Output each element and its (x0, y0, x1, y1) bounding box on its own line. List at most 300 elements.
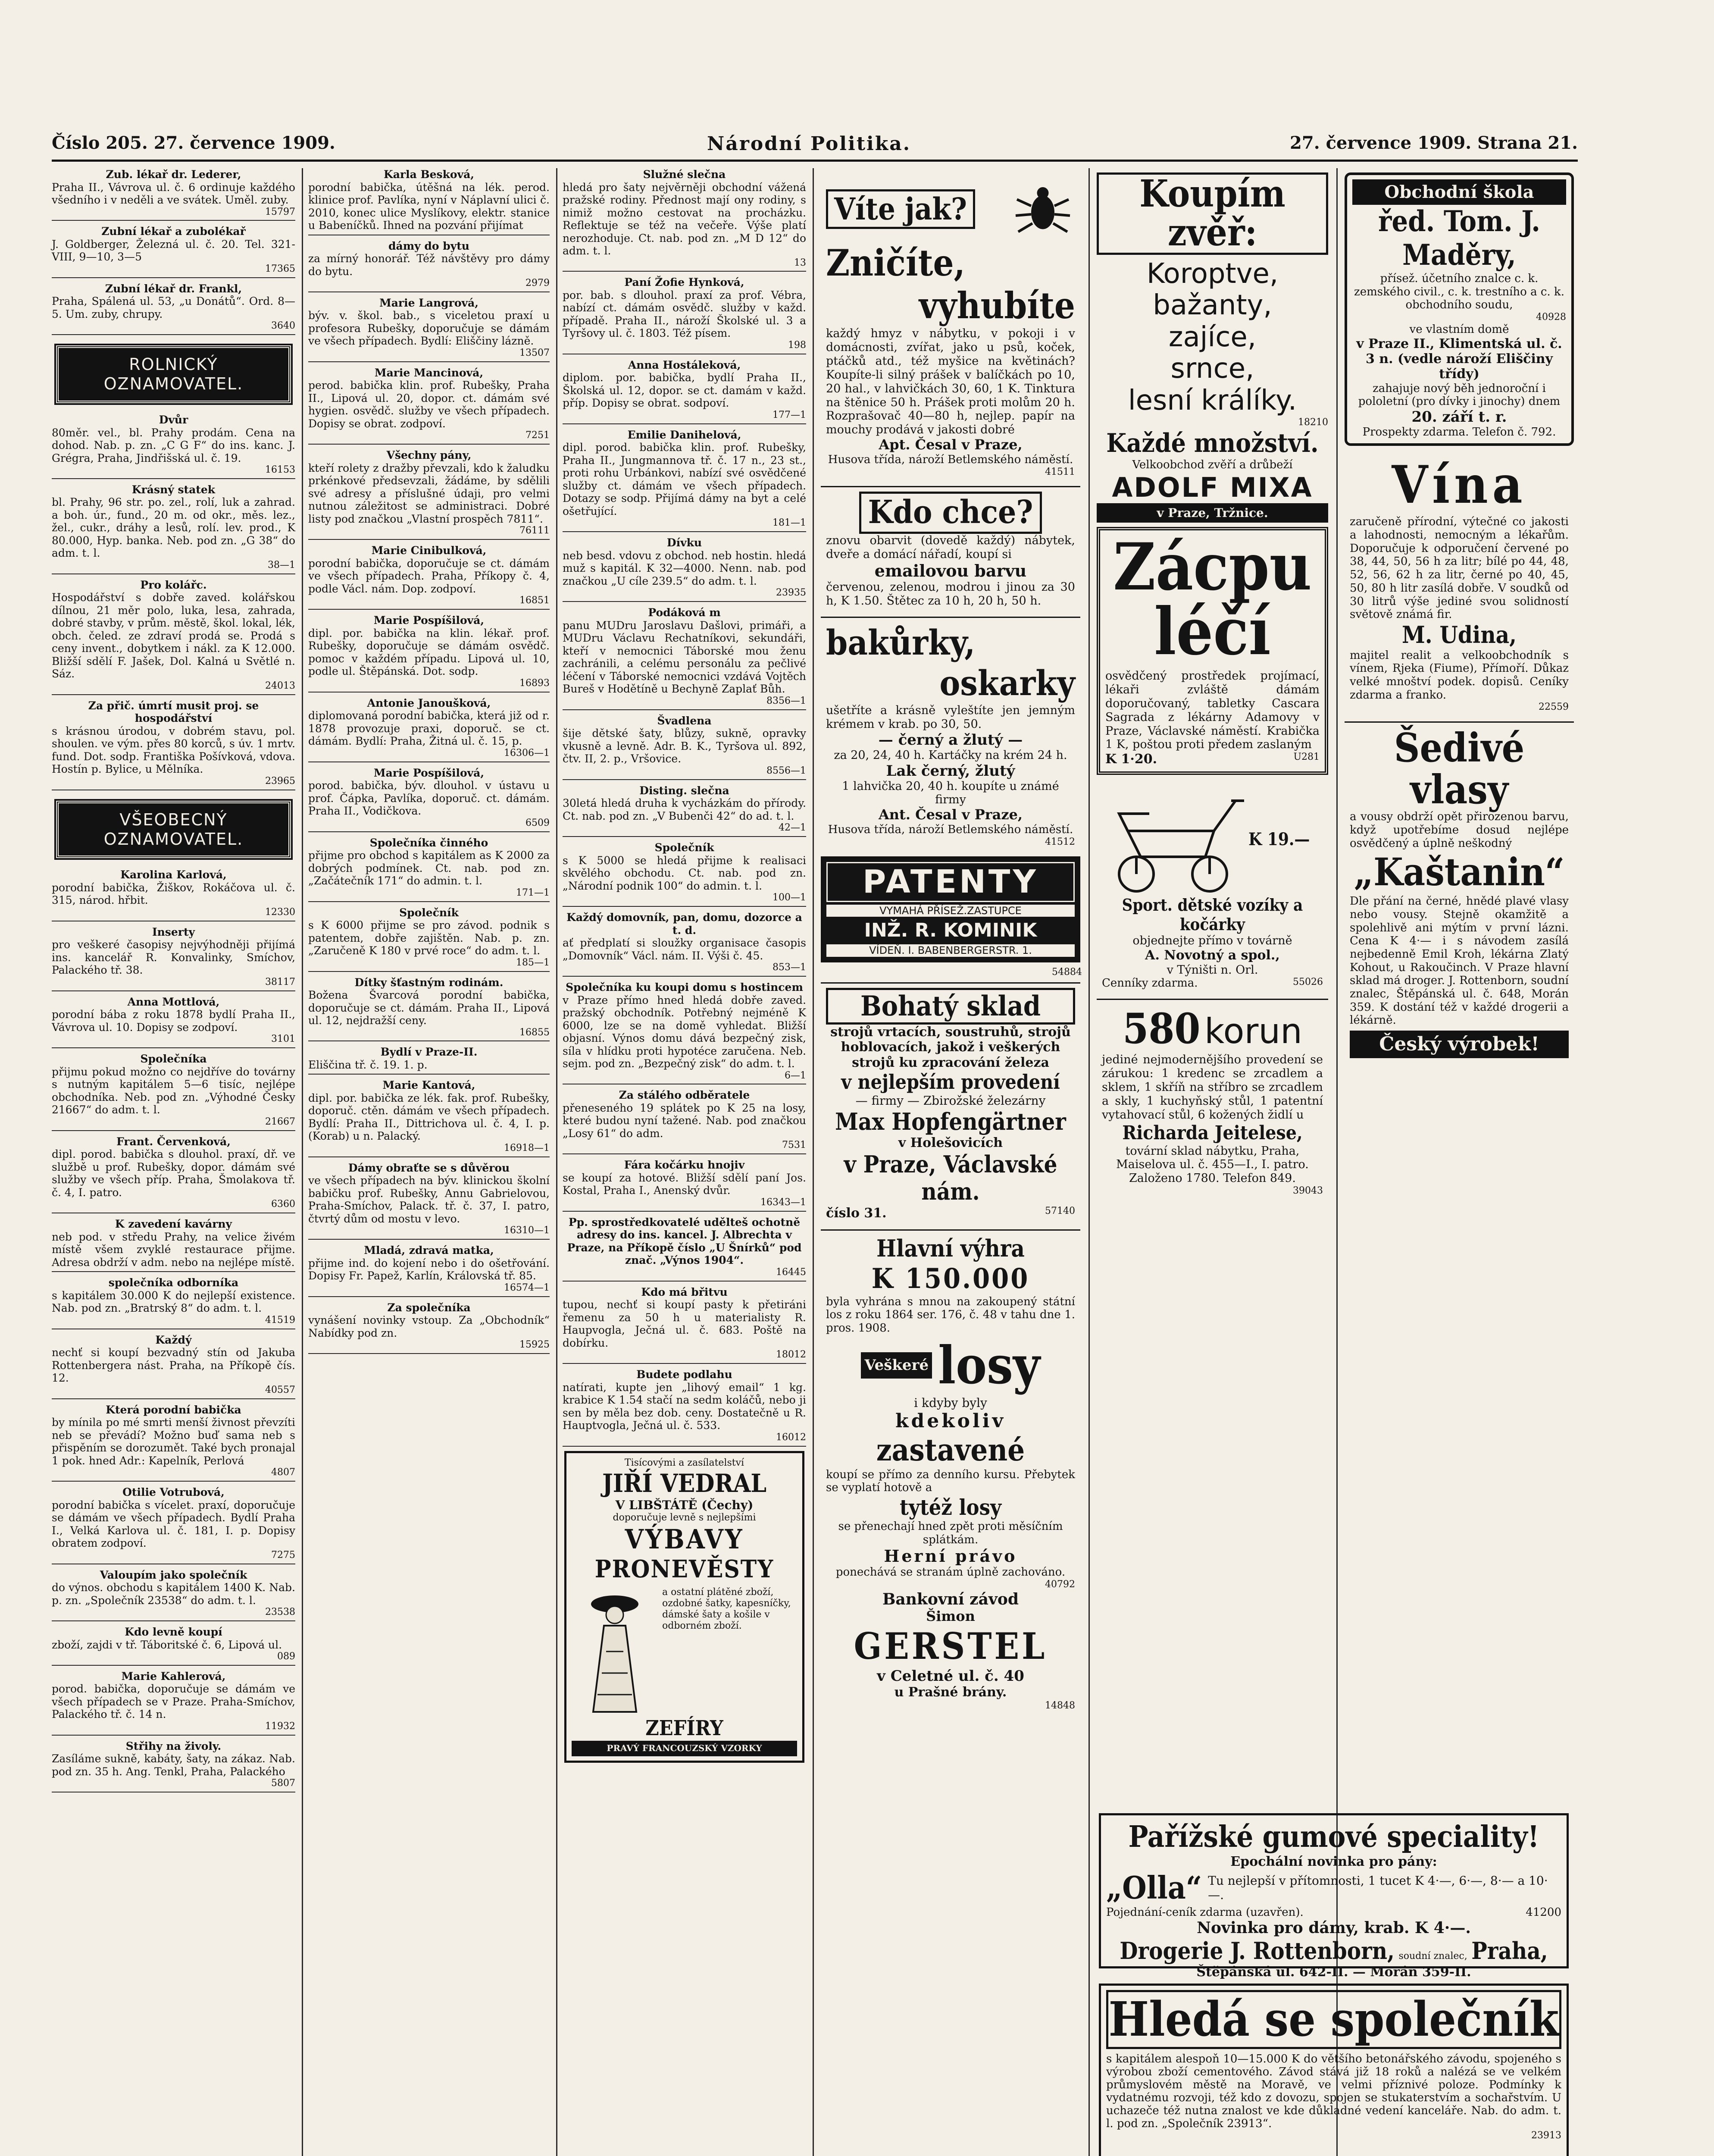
bohaty-house-number: číslo 31. (826, 1206, 887, 1221)
classified-ad (52, 1486, 295, 1564)
vedral-sub: doporučuje levně s nejlepšími (613, 1512, 756, 1523)
ad-number: 15925 (519, 1339, 550, 1351)
school-date: 20. září t. r. (1411, 408, 1507, 426)
vedral-name: JIŘÍ VEDRAL (602, 1468, 767, 1498)
classified-ad (563, 714, 806, 780)
ad-text: Božena Švarcová porodní babička, doporučuje se ct. dámám. Praha II., Lipová ul. 12, nejdražší ceny. (308, 989, 550, 1027)
classified-ad (308, 168, 550, 235)
ad-heading: Zubní lékař a zubolékař (101, 225, 246, 238)
cesky-vyrobek: Český výrobek! (1350, 1031, 1569, 1058)
pram-price: K 19.— (1248, 829, 1310, 850)
column-classifieds-1 (52, 168, 295, 2156)
school-text4: Prospekty zdarma. Telefon č. 792. (1362, 426, 1556, 439)
lady-illustration-icon (572, 1587, 658, 1716)
ad-heading: Inserty (152, 925, 195, 938)
ad-heading: Marie Pospíšilová, (373, 614, 485, 627)
classified-ad (563, 1216, 806, 1282)
drogerie-address: Štěpánská ul. 642-II. — Morán 359-II. (1196, 1965, 1471, 1980)
ad-text: diplom. por. babička, bydlí Praha II., Školská ul. 12, dopor. se ct. damám v každ. příp. Dopisy se obrat. sodpoví. (563, 371, 806, 410)
hlavni-vyhra-heading: Hlavní výhra (876, 1235, 1025, 1263)
ad-heading: Karolina Karlová, (120, 868, 227, 881)
ad-heading: Která porodní babička (106, 1403, 241, 1416)
vite-address: Husova třída, nároží Betlemského náměstí. (828, 453, 1073, 466)
paris-text: Epochální novinka pro pány: (1230, 1854, 1437, 1869)
classified-ad (52, 1053, 295, 1131)
classified-ad (563, 536, 806, 602)
classified-ad (308, 1301, 550, 1354)
ad-number: 185—1 (516, 957, 550, 968)
ad-heading: Služné slečna (643, 168, 726, 181)
ad-number: 16153 (265, 464, 295, 476)
classified-ad (563, 784, 806, 837)
bohaty-heading: Bohatý sklad (826, 988, 1075, 1025)
ad-number: 18210 (1298, 417, 1328, 428)
ads-group (52, 414, 295, 790)
pram-advertisement (1097, 779, 1328, 994)
bohaty-sub: v nejlepším provedení (841, 1070, 1060, 1094)
ad-text: neb besd. vdovu z obchod. neb hostin. hledá muž s kapitál. K 32—4000. Nenn. nab. pod značkou „U cíle 239.5“ do adm. t. l. (563, 549, 806, 587)
ad-text: kteří rolety z dražby převzali, kdo k žaludku prkénkové předsevzali, žádáme, by sdělili své adresy a příslušné údaji, pro velmi nutnou záležitost se administraci. Dobré listy pod značkou „Vlastní prospěch 7811“. (308, 461, 550, 525)
kazde-mnozstvi: Každé množství. (1106, 428, 1319, 458)
ad-number: 22559 (1539, 702, 1569, 713)
ad-number: 23935 (776, 587, 806, 599)
hair-dye-advertisement (1345, 721, 1574, 1062)
losy-heading: losy (938, 1335, 1040, 1396)
ad-number: 39043 (1293, 1185, 1323, 1197)
ad-number: 7275 (271, 1549, 295, 1561)
ad-number: 198 (788, 339, 806, 351)
ad-text: býv. v. škol. bab., s viceletou praxí u profesora Rubešky, doporučuje se dámám ve všech případech. Bydlí: Eliščiny lázně. (308, 309, 550, 348)
bank-address: v Celetné ul. č. 40 (877, 1667, 1024, 1685)
losy-text2: koupí se přímo za denního kursu. Přebytek se vyplatí hotově a (826, 1468, 1075, 1495)
vesker-label: Veškeré (861, 1352, 932, 1378)
ad-heading: Karla Besková, (383, 168, 475, 181)
classified-ad (563, 841, 806, 907)
issue-date-left: Číslo 205. 27. července 1909. (52, 133, 335, 153)
ad-text: dipl. porod. babička s dlouhol. praxí, dř. ve službě u prof. Rubešky, dopor. dámám své služby ve všech příp. Praha, Šmolakova tř. č. 4, I. patro. (52, 1148, 295, 1199)
school-address: v Praze II., Klimentská ul. č. 3 n. (vedle nároží Eliščiny třídy) (1356, 336, 1562, 382)
mixa-address: v Praze, Tržnice. (1097, 503, 1328, 523)
bank-address2: u Prašné brány. (894, 1685, 1007, 1700)
ad-heading: Společníka ku koupi domu s hostincem (566, 981, 803, 994)
column-classifieds-2 (308, 168, 550, 2156)
ad-text: Eliščina tř. č. 19. 1. p. (308, 1058, 428, 1071)
ad-heading: Otilie Votrubová, (122, 1486, 225, 1499)
vedral-advertisement (564, 1451, 804, 1763)
column-display-ads-3 (1343, 168, 1576, 1798)
ad-text: Praha, Spálená ul. 53, „u Donátů“. Ord. 8—5. Um. zuby, chrupy. (52, 295, 295, 320)
newspaper-title: Národní Politika. (707, 133, 911, 155)
bak-sub2: Lak černý, žlutý (886, 762, 1015, 780)
ad-heading: Střihy na živoly. (125, 1739, 222, 1752)
paris-heading: Pařížské gumové speciality! (1128, 1820, 1539, 1854)
constipation-advertisement (1097, 527, 1328, 775)
classified-ad (52, 926, 295, 991)
kastanin-text: Dle přání na černé, hnědé plavé vlasy nebo vousy. Stejně okamžitě a spolehlivě ani mýtím v první lázni. Cena K 4·— i s návodem zasílá nejbedenně Emil Kroh, lékárna Zlatý Kohout, u Rakoučinch. V Praze hlavní sklad má droger. J. Rottenborn, soudní znalec, Štěpánská ul. č. 648, Morán 359. K dostání též v každé drogerii a lékárně. (1350, 895, 1569, 1027)
ad-number: 57140 (1045, 1206, 1075, 1217)
ad-number: 38117 (265, 976, 295, 987)
issue-date-right: 27. července 1909. Strana 21. (1290, 133, 1578, 153)
classified-ad (52, 1334, 295, 1399)
ad-number: 16445 (776, 1266, 806, 1278)
ad-text: porodní babička, útěšná na lék. perod. klinice prof. Pavlíka, nyní v Náplavní ulici č. 2010, konec ulice Myslíkovy, elektr. stanice u Babeníčků. Ihned na pozvání přijímat (308, 181, 550, 232)
shoe-cream-advertisement (821, 617, 1080, 852)
losy-text4: ponechává se stranám úplně zachováno. (835, 1566, 1066, 1579)
classified-ad (52, 868, 295, 921)
ad-heading: Společník (654, 841, 714, 854)
bohaty-text2: — firmy — Zbirožské železárny (855, 1094, 1046, 1108)
furniture-text: jediné nejmodernějšího provedení se zárukou: 1 kredenc se zrcadlem a sklem, 1 skříň na stříbro se zrcadlem a skly, 1 kuchyňský stůl, 1 patentní vytahovací stůl, 6 kožených židlí u (1102, 1053, 1323, 1122)
classified-ad (563, 1286, 806, 1364)
bank-label: Bankovní závod (882, 1590, 1019, 1608)
ad-number: 40557 (265, 1384, 295, 1395)
bak-address: Husova třída, nároží Betlemského náměstí. (828, 823, 1073, 837)
vedral-place: V LIBŠTÁTĚ (Čechy) (615, 1498, 754, 1513)
ad-heading: Mladá, zdravá matka, (364, 1244, 494, 1257)
ad-number: 23965 (265, 775, 295, 787)
ad-text: Praha II., Vávrova ul. č. 6 ordinuje každého všedního i v neděli a ve svátek. Uměl. zuby. (52, 181, 295, 206)
ad-number: 14848 (1045, 1700, 1075, 1711)
ad-number: 13507 (519, 347, 550, 358)
ad-heading: Zub. lékař dr. Lederer, (106, 168, 241, 181)
ad-heading: K zavedení kavárny (115, 1218, 232, 1231)
zacpu-heading: Zácpu (1113, 529, 1312, 605)
kastanin-heading: „Kaštanin“ (1354, 849, 1565, 895)
patent-advertisement (821, 856, 1080, 962)
machinery-advertisement (821, 982, 1080, 1225)
ad-number: 40928 (1536, 311, 1566, 323)
ad-text: pro veškeré časopisy nejvýhodněji přijímá ins. kancelář R. Konvalinky, Smíchov, Palackého tř. 38. (52, 938, 295, 977)
korun-label: korun (1204, 1011, 1302, 1052)
ad-number: 5807 (271, 1778, 295, 1789)
classified-ad (52, 699, 295, 790)
ad-text: s kapitálem 30.000 K do nejlepší existence. Nab. pod zn. „Bratrský 8“ do adm. t. l. (52, 1289, 295, 1315)
classified-ad (308, 449, 550, 540)
ad-heading: Marie Cinibulková, (371, 544, 487, 557)
udina-name: M. Udina, (1401, 620, 1517, 649)
vedral-zefiry: ZEFÍRY (645, 1716, 723, 1741)
classified-ad (52, 483, 295, 574)
ad-text: porod. babička, býv. dlouhol. v ústavu u prof. Čápka, Pavlíka, doporuč. ct. dámám. Praha II., Vodičkova. (308, 779, 550, 818)
ads-group (308, 168, 550, 1354)
furniture-advertisement (1097, 999, 1328, 1201)
vedral-list: a ostatní plátěné zboží, ozdobné šatky, kapesníčky, dámské šaty a košile v odborném zboží. (662, 1587, 791, 1632)
classified-ad (308, 767, 550, 832)
drogerie-sub: soudní znalec, (1398, 1951, 1467, 1962)
classified-ad (52, 1404, 295, 1482)
furniture-address: tovární sklad nábytku, Praha, Maiselova ul. č. 455—I., I. patro. Založeno 1780. Telefon 849. (1116, 1144, 1309, 1185)
game-item: srnce, (1170, 353, 1254, 385)
classified-ad (308, 1244, 550, 1297)
ad-heading: Bydlí v Praze-II. (380, 1046, 478, 1059)
sport-firm: A. Novotný a spol., (1145, 948, 1280, 963)
ad-number: 41200 (1526, 1906, 1561, 1919)
vina-heading: Vína (1392, 454, 1527, 515)
ad-number: 171—1 (516, 887, 550, 898)
classified-ad (52, 1135, 295, 1213)
ad-number: 41511 (1045, 466, 1075, 477)
ad-text: Zasíláme sukně, kabáty, šaty, na zákaz. Nab. pod zn. 35 h. Ang. Tenkl, Praha, Palackého (52, 1752, 295, 1778)
vite-heading: Víte jak? (826, 189, 975, 229)
znicite-heading: Zničíte, (826, 241, 965, 284)
ad-text: s K 5000 se hledá přijme k realisaci skvělého obchodu. Ct. nab. pod zn. „Národní podnik 100“ do admin. t. l. (563, 854, 806, 892)
ad-heading: Dívku (666, 536, 702, 549)
classified-ad (52, 168, 295, 221)
ad-heading: Valoupím jako společník (100, 1568, 247, 1581)
ad-number: 55026 (1293, 977, 1323, 988)
ad-text: šije dětské šaty, blůzy, sukně, opravky vkusně a levně. Adr. B. K., Tyršova ul. 892, čtv. II, 2. p., Vršovice. (563, 727, 806, 765)
classified-ad (563, 911, 806, 977)
ad-heading: Dámy obraťte se s důvěrou (348, 1161, 510, 1174)
bohaty-firm2: v Holešovicích (898, 1135, 1003, 1151)
ad-number: 6509 (525, 817, 550, 828)
ad-text: s krásnou úrodou, v dobrém stavu, pol. shoulen. ve vým. přes 80 korců, s úv. 1 mrtv. fund. Dot. sodp. Františka Pošívková, vdova. Hostín p. Bylice, u Mělníka. (52, 724, 295, 776)
ad-text: porodní bába z roku 1878 bydlí Praha II., Vávrova ul. 10. Dopisy se zodpoví. (52, 1008, 295, 1034)
ad-text: porodní babička, Žiškov, Rokáčova ul. č. 315, národ. hřbit. (52, 881, 295, 907)
game-item: bažanty, (1153, 289, 1272, 322)
column-classifieds-3 (563, 168, 806, 2156)
kdo-text2: červenou, zelenou, modrou i jinou za 30 h, K 1.50. Štětec za 10 h, 20 h, 50 h. (826, 580, 1075, 608)
ad-text: by mínila po mé smrti menší živnost převzíti neb se převádí? Možno buď sama neb s přispěním se dorozumět. Také bych pronajal 1 pok. hned Adr.: Kapelník, Perlová (52, 1416, 295, 1467)
ad-heading: Disting. slečna (639, 784, 729, 797)
ad-number: 11932 (265, 1720, 295, 1732)
game-item: Koroptve, (1146, 257, 1279, 290)
ads-group (52, 168, 295, 335)
ad-number: 16851 (519, 595, 550, 606)
page-header (52, 129, 1578, 162)
ad-number: 4807 (271, 1467, 295, 1478)
ad-heading: Paní Žofie Hynková, (624, 276, 744, 289)
ad-text: přeneseného 19 splátek po K 25 na losy, které budou nyní tažené. Nab. pod značkou „Losy 61“ do adm. (563, 1101, 806, 1140)
game-item: lesní králíky. (1128, 384, 1297, 417)
hleda-heading: Hledá se společník (1106, 1990, 1561, 2049)
classified-ad (52, 282, 295, 335)
school-heading: Obchodní škola (1352, 179, 1566, 205)
ads-group (52, 868, 295, 1792)
classified-ad (308, 906, 550, 972)
ad-text: přijmu pokud možno co nejdříve do továrny s nutným kapitálem 5—6 tisíc, nejlépe obchodníka. Neb. pod zn. „Výhodné Česky 21667“ do adm. t. l. (52, 1065, 295, 1116)
losy-text3: se přenechají hned zpět proti měsíčním splátkám. (838, 1520, 1063, 1546)
patent-sub: VYMAHÁ PŘÍSEŽ.ZASTUPCE (826, 905, 1075, 917)
ad-heading: Dítky šťastným rodinám. (354, 976, 504, 989)
ad-number: 18012 (776, 1349, 806, 1360)
insecticide-advertisement (821, 172, 1080, 482)
bank-name: GERSTEL (854, 1625, 1048, 1668)
ad-text: porodní babička, doporučuje se ct. dámám ve všech případech. Praha, Příkopy č. 4, podle Václ. nám. Dop. zodpoví. (308, 557, 550, 595)
olla-heading: „Olla“ (1106, 1869, 1202, 1906)
bohaty-text: strojů vrtacích, soustruhů, strojů hoblovacích, jakož i veškerých strojů ku zpracování železa (830, 1025, 1071, 1070)
lottery-advertisement (821, 1229, 1080, 1715)
ad-heading: Společníka činného (369, 836, 488, 849)
paris-rubber-advertisement (1099, 1813, 1569, 1980)
ad-number: 6—1 (785, 1070, 806, 1081)
ad-number: 16306—1 (504, 747, 550, 758)
ad-heading: Kdo levně koupí (125, 1626, 222, 1639)
classified-ad (563, 1368, 806, 1446)
ad-text: Hospodářství s dobře zaved. kolářskou dílnou, 21 měr polo, luka, lesa, zahrada, dobré stavby, v prům. městě, škol. lokal, lék, obch. čeled. ze zdraví prodá se. Prodá s ceny invent., dobytkem i nákl. za K 12.000. Bližší sdělí F. Jašek, Dol. Kalná u Světlé n. Sáz. (52, 591, 295, 680)
bak-text2: za 20, 24, 40 h. Kartáčky na krém 24 h. (834, 748, 1067, 762)
ad-number: 177—1 (773, 409, 806, 420)
classified-ad (52, 1670, 295, 1736)
ad-heading: Antonie Janoušková, (367, 696, 491, 709)
kdo-text: znovu obarvit (dovedě každý) nábytek, dveře a domácí nářadí, koupí si (826, 533, 1075, 561)
bak-sub1: — černý a žlutý — (878, 731, 1023, 749)
ad-number: 16012 (776, 1432, 806, 1443)
ad-number: 41519 (265, 1314, 295, 1326)
ad-number: 2979 (525, 278, 550, 288)
ad-heading: Společník (399, 906, 459, 919)
hlavni-vyhra-amount: K 150.000 (871, 1263, 1030, 1295)
hlavni-vyhra-text: byla vyhrána s mnou na zakoupený státní los z roku 1864 ser. 176, č. 48 v tahu dne 1. pros. 1908. (826, 1295, 1075, 1335)
ad-text: do výnos. obchodu s kapitálem 1400 K. Nab. p. zn. „Společník 23538“ do adm. t. l. (52, 1581, 295, 1607)
ad-heading: Za stálého odběratele (619, 1089, 750, 1102)
ad-number: 100—1 (773, 892, 806, 903)
column-display-ads-1 (819, 168, 1082, 2156)
ad-text: za mírný honorář. Též návštěvy pro dámy do bytu. (308, 252, 550, 278)
ad-text: ať předplatí si sloužky organisace časopis „Domovník“ Václ. nám. II. Výši č. 45. (563, 937, 806, 962)
patent-heading: PATENTY (826, 862, 1075, 902)
insect-icon (1010, 177, 1075, 241)
classified-ad (563, 429, 806, 532)
ad-heading: Marie Langrová, (379, 296, 479, 309)
ad-heading: Švadlena (657, 714, 712, 727)
sport-heading: Sport. dětské vozíky a kočárky (1122, 895, 1303, 934)
ad-number: 181—1 (773, 517, 806, 529)
ad-heading: Marie Mancinová, (374, 366, 484, 379)
ad-number: 40792 (1045, 1579, 1075, 1590)
ad-heading: společníka odborníka (108, 1276, 239, 1289)
ad-number: 7531 (782, 1140, 806, 1151)
ad-text: neb pod. v středu Prahy, na velice živém místě všem zvyklé restaurace přijme. Adresa obdrží v adm. nebo na nejlépe místě. (52, 1230, 295, 1269)
game-list (1097, 258, 1328, 417)
ad-text: porodní babička s vícelet. praxí, doporučuje se dámám ve všech případech. Bydlí Praha I., Velká Karlova ul. č. 181, I. p. Dopisy obratem zodpoví. (52, 1498, 295, 1550)
vite-text: každý hmyz v nábytku, v pokoji i v domácnosti, zvířat, jako u psů, koček, ptáčků atd., též myšice na květinách? Koupíte-li silný prášek v balíčkách po 10, 20 hal., v lahvičkách 30, 60, 1 K. Tinktura na štěnice 50 h. Prášek proti molům 20 h. Rozprašovač 40—80 h, nejlep. papír na mouchy prodává v jakosti dobré (826, 327, 1075, 437)
leci-heading: léčí (1154, 594, 1271, 670)
ad-number: 089 (277, 1651, 295, 1662)
ad-text: s K 6000 přijme se pro závod. podnik s patentem, dobře zajištěn. Nab. p. zn. „Zaručeně K 180 v prvé roce“ do adm. t. l. (308, 919, 550, 957)
ad-number: 24013 (265, 680, 295, 691)
classified-ad (308, 1079, 550, 1157)
game-purchase-advertisement (1097, 172, 1328, 523)
sedive-text: a vousy obdrží opět přirozenou barvu, když upotřebíme dosud nejlépe osvědčený a úplně neškodný (1350, 810, 1569, 850)
vite-firm: Apt. Česal v Praze, (879, 436, 1023, 453)
classified-ad (308, 697, 550, 762)
losy-text: i kdyby byly (914, 1396, 987, 1410)
price-580: 580 (1123, 1004, 1201, 1053)
sedive-heading: Šedivé vlasy (1394, 724, 1525, 813)
kdo-sub: emailovou barvu (874, 561, 1027, 580)
ad-number: 54884 (1052, 966, 1082, 978)
column-rule (813, 168, 814, 2156)
classified-ad (308, 240, 550, 292)
vyhubite-heading: vyhubíte (919, 284, 1075, 327)
ad-number: 7251 (525, 430, 550, 441)
ad-text: zboží, zajdi v tř. Táboritské č. 6, Lipová ul. (52, 1638, 282, 1651)
classified-ad (52, 996, 295, 1048)
drogerie-city: Praha, (1471, 1937, 1548, 1965)
bakurky-heading: bakůrky, (826, 622, 976, 663)
ad-text: bl. Prahy, 96 str. po. zel., rolí, luk a zahrad. a boh. úr., fund., 20 m. od okr., měs. lez., žel., cukr., dráhy a lesů, rolí. lev. prod., K 80.000, Hyp. banka. Neb. pod zn. „G 38“ do adm. t. l. (52, 496, 295, 560)
hleda-text: s kapitálem alespoň 10—15.000 K do většího betonářského závodu, spojeného s výrobou zboží cementového. Závod stává již 18 roků a nalézá se ve velkém průmyslovém městě na Moravě, ve velmi příznivé poloze. Podmínky k vydatnému rozvoji, též kdo z dovozu, spojen se stukaterstvím a sochařstvím. U uchazeče též nutna znalost ve kde důkladné vedení kanceláře. Nab. do adm. t. l. pod zn. „Společník 23913“. (1106, 2052, 1561, 2130)
classified-ad (563, 1089, 806, 1154)
kdo-heading: Kdo chce? (859, 492, 1042, 533)
ad-heading: Fára kočárku hnojiv (624, 1159, 745, 1172)
ad-heading: Zubní lékař dr. Frankl, (105, 282, 242, 295)
ad-text: dipl. por. babička na klin. lékař. prof. Rubešky, doporučuje se dámám osvědč. pomoc v každém případu. Lipová ul. 10, podle ul. Štěpánská. Dot. sodp. (308, 627, 550, 678)
business-school-advertisement (1345, 172, 1574, 446)
herni-pravo: Herní právo (884, 1546, 1017, 1566)
vedral-pronevesty: PRONEVĚSTY (594, 1555, 774, 1584)
column-rule (302, 168, 303, 2156)
ad-number: 76111 (519, 525, 550, 536)
classified-ad (308, 614, 550, 692)
ad-number: 21667 (265, 1116, 295, 1127)
classified-ad (563, 276, 806, 354)
game-item: zajíce, (1168, 321, 1257, 353)
patent-engineer: INŽ. R. KOMINIK (864, 919, 1037, 942)
oskarky-heading: oskarky (939, 663, 1075, 704)
sport-sub: Cenníky zdarma. (1102, 977, 1198, 990)
ad-heading: Marie Kahlerová, (121, 1670, 226, 1683)
classified-ad (308, 837, 550, 902)
ad-text: dipl. porod. babička klin. prof. Rubešky, Praha II., Jungmannova tř. č. 17 n., 23 st., proti rohu Urbánkovi, nabízí své osvědčené služby ct. dámám ve všech případech. Dotazy se sodp. Přijímá dámy na byt a celé ošetřující. (563, 441, 806, 517)
classified-ad (52, 1740, 295, 1792)
ad-text: se koupí za hotové. Bližší sdělí paní Jos. Kostal, Praha I., Anenský dvůr. (563, 1171, 806, 1197)
bank-first-name: Šimon (926, 1608, 975, 1625)
ad-text: porod. babička, doporučuje se dámám ve všech případech se v Praze. Praha-Smíchov, Palackého tř. č. 14 n. (52, 1683, 295, 1721)
ad-text: přijme ind. do kojení nebo i do ošetřování. Dopisy Fr. Papež, Karlín, Královská tř. 85. (308, 1257, 550, 1282)
ad-number: 12330 (265, 906, 295, 918)
classified-ad (52, 1218, 295, 1272)
tyto-losy: tytéž losy (899, 1495, 1002, 1520)
ad-text: J. Goldberger, Železná ul. č. 20. Tel. 321-VIII, 9—10, 3—5 (52, 238, 295, 263)
ad-heading: Budete podlahu (636, 1368, 732, 1381)
ad-heading: Anna Hostáleková, (628, 358, 741, 371)
classified-ad (52, 1626, 295, 1666)
patent-address: VÍDEŇ. I. BABENBERGERSTR. 1. (826, 944, 1075, 956)
ad-number: 13 (794, 257, 806, 268)
ad-heading: Pp. sprostředkovatelé udělteš ochotně adresy do ins. kancel. J. Albrechta v Praze, na Příkopě číslo „U Šnírků“ pod znač. „Výnos 1904“. (567, 1216, 802, 1267)
ad-number: 41512 (1045, 836, 1075, 847)
ad-number: 15797 (265, 206, 295, 217)
ads-group (563, 168, 806, 1447)
school-text: přísež. účetního znalce c. k. zemského civil., c. k. trestního a c. k. obchodního soudu, (1354, 272, 1564, 312)
paris-sub: Pojednání-ceník zdarma (uzavřen). (1106, 1906, 1304, 1919)
sport-address: v Týništi n. Orl. (1167, 963, 1258, 977)
pram-illustration-icon (1102, 783, 1248, 896)
vina-text: zaručeně přírodní, výtečné co jakosti a lahodnosti, nemocným a lékařům. Doporučuje k odporučení červené po 38, 44, 50, 56 h za litr; bílé po 44, 48, 52, 56, 62 h za litr, černé po 40, 45, 50, 80 h litr zasílá dobře. V soudků od 30 litrů výše jediné svou solidností světově známá fir. (1350, 515, 1569, 621)
zacpu-text: osvědčený prostředek projímací, lékaři zvláště dámám doporučovaný, tabletky Cascara Sagrada z lékárny Adamovy v Praze, Václavské náměstí. Krabička 1 K, poštou proti předem zaslaným (1105, 669, 1320, 752)
wine-advertisement (1345, 450, 1574, 717)
classified-ad (308, 367, 550, 445)
ad-number: 16918—1 (504, 1142, 550, 1153)
ad-text: hledá pro šaty nejvěrněji obchodní vážená pražské rodiny. Přednost mají ony rodiny, s nimiž možno cestovat na procházku. Reflektuje se též na večeře. Výše platí nerozhoduje. Ct. nab. pod zn. „M D 12“ do adm. t. l. (563, 181, 806, 257)
ad-text: dipl. por. babička ze lék. fak. prof. Rubešky, doporuč. ctěn. dámám ve všech případech. Bydlí: Praha II., Dittrichova ul. č. 4, I. p. (Korab) u n. Palacký. (308, 1091, 550, 1143)
bohaty-firm: Max Hopfengärtner (835, 1107, 1066, 1135)
paint-advertisement (821, 486, 1080, 612)
ad-number: 3640 (271, 320, 295, 332)
ad-heading: Každý domovník, pan, domu, dozorce a t. d. (566, 911, 802, 937)
ad-heading: Podáková m (648, 606, 721, 619)
bak-firm: Ant. Česal v Praze, (878, 806, 1023, 823)
ad-number: 16343—1 (760, 1197, 806, 1208)
ad-number: U281 (1293, 752, 1320, 763)
bak-text3: 1 lahvička 20, 40 h. koupíte u známé firmy (842, 779, 1059, 807)
ad-heading: Kdo má břitvu (641, 1285, 728, 1298)
classified-ad (308, 1162, 550, 1240)
ad-heading: Každý (155, 1333, 192, 1346)
ad-heading: Anna Mottlová, (127, 995, 220, 1008)
